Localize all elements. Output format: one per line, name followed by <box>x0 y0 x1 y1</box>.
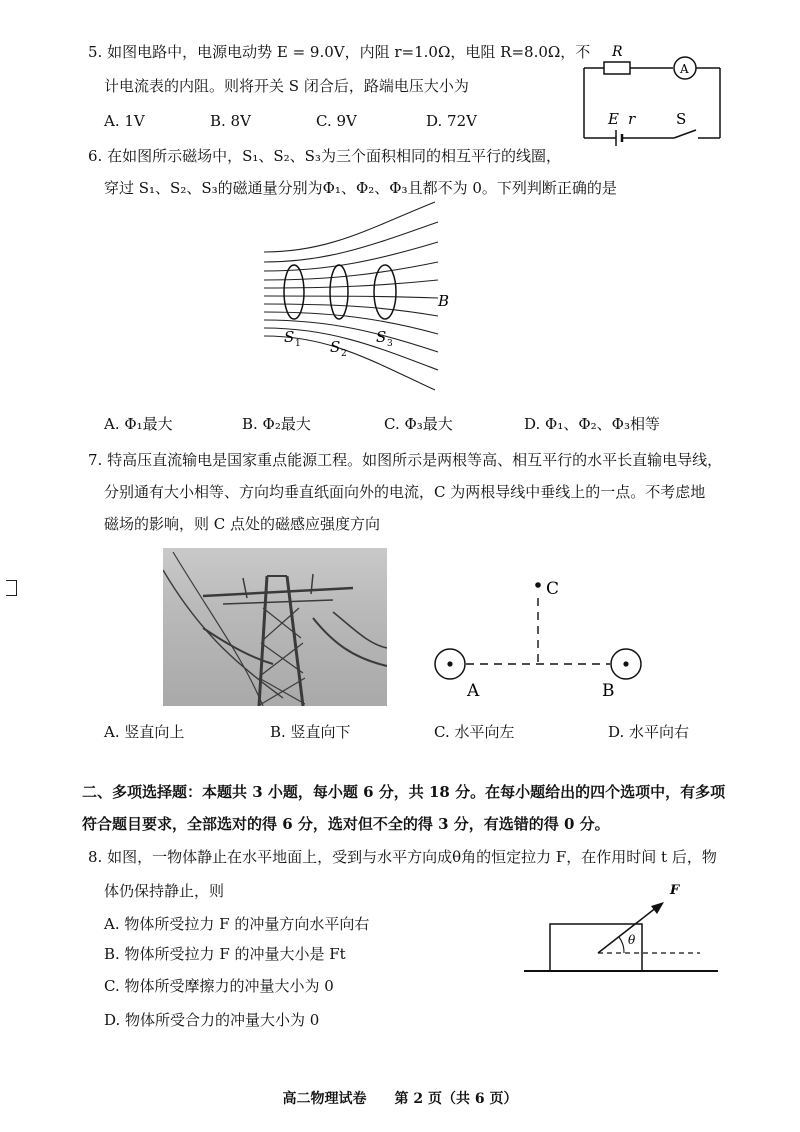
label-s2-sub: 2 <box>341 349 347 359</box>
label-emf: E <box>608 110 619 128</box>
coil-s3 <box>374 265 396 319</box>
q5-option-a: A. 1V <box>104 112 145 130</box>
q8-option-d: D. 物体所受合力的冲量大小为 0 <box>104 1011 320 1029</box>
label-s2: S <box>330 338 341 356</box>
q6-magnetic-field-diagram <box>260 198 460 410</box>
q8-force-diagram <box>520 880 720 980</box>
q8-stem-line2: 体仍保持静止，则 <box>104 882 225 900</box>
label-theta: θ <box>628 933 636 947</box>
q5-stem-line1: 5. 如图电路中，电源电动势 E = 9.0V，内阻 r=1.0Ω，电阻 R=8.0Ω，不 <box>88 43 591 61</box>
resistor-r <box>604 62 630 74</box>
label-wire-b: B <box>602 681 615 701</box>
q8-option-a: A. 物体所受拉力 F 的冲量方向水平向右 <box>104 915 370 933</box>
coil-s1 <box>284 265 304 319</box>
label-s3: S <box>376 328 387 346</box>
q6-option-d: D. Φ₁、Φ₂、Φ₃相等 <box>524 415 660 433</box>
section2-header-line2: 符合题目要求，全部选对的得 6 分，选对但不全的得 3 分，有选错的得 0 分。 <box>82 815 610 833</box>
q5-option-c: C. 9V <box>316 112 357 130</box>
q6-stem-line2: 穿过 S₁、S₂、S₃的磁通量分别为Φ₁、Φ₂、Φ₃且都不为 0。下列判断正确的是 <box>104 179 617 197</box>
label-b-field: B <box>438 292 450 310</box>
label-s1-sub: 1 <box>295 339 301 349</box>
point-c-dot <box>535 582 541 588</box>
q7-option-c: C. 水平向左 <box>434 723 515 741</box>
label-internal-r: r <box>628 110 636 128</box>
q6-option-b: B. Φ₂最大 <box>242 415 311 433</box>
label-r-resistor: R <box>612 44 623 60</box>
q5-option-d: D. 72V <box>426 112 477 130</box>
q6-option-c: C. Φ₃最大 <box>384 415 453 433</box>
q8-option-c: C. 物体所受摩擦力的冲量大小为 0 <box>104 977 334 995</box>
q5-option-b: B. 8V <box>210 112 251 130</box>
transmission-tower-photo <box>163 548 387 706</box>
q7-option-a: A. 竖直向上 <box>104 723 185 741</box>
q6-stem-line1: 6. 在如图所示磁场中，S₁、S₂、S₃为三个面积相同的相互平行的线圈， <box>88 147 561 165</box>
q5-circuit-diagram <box>578 40 728 150</box>
q6-option-a: A. Φ₁最大 <box>104 415 173 433</box>
label-ammeter: A <box>680 62 689 76</box>
q7-stem-line2: 分别通有大小相等、方向均垂直纸面向外的电流，C 为两根导线中垂线上的一点。不考虑地 <box>104 483 706 501</box>
q7-option-b: B. 竖直向下 <box>270 723 351 741</box>
q7-stem-line1: 7. 特高压直流输电是国家重点能源工程。如图所示是两根等高、相互平行的水平长直输电导线， <box>88 451 723 469</box>
label-s1: S <box>284 328 295 346</box>
block-object <box>550 924 642 971</box>
q8-stem-line1: 8. 如图，一物体静止在水平地面上，受到与水平方向成θ角的恒定拉力 F，在作用时间 t 后，物 <box>88 848 717 866</box>
label-switch: S <box>676 110 687 128</box>
q7-stem-line3: 磁场的影响，则 C 点处的磁感应强度方向 <box>104 515 381 533</box>
q5-stem-line2: 计电流表的内阻。则将开关 S 闭合后，路端电压大小为 <box>104 77 469 95</box>
label-force-f: F <box>670 883 680 898</box>
label-s3-sub: 3 <box>387 339 393 349</box>
switch-s <box>674 130 696 138</box>
q7-wire-diagram <box>430 572 650 702</box>
binding-mark <box>6 580 17 596</box>
coil-s2 <box>330 265 348 319</box>
label-point-c: C <box>546 579 560 599</box>
page-footer: 高二物理试卷 第 2 页（共 6 页） <box>282 1091 518 1107</box>
section2-header-line1: 二、多项选择题：本题共 3 小题，每小题 6 分，共 18 分。在每小题给出的四个选项中，有多项 <box>82 783 726 801</box>
label-wire-a: A <box>467 681 480 701</box>
q7-option-d: D. 水平向右 <box>608 723 690 741</box>
q8-option-b: B. 物体所受拉力 F 的冲量大小是 Ft <box>104 945 346 963</box>
